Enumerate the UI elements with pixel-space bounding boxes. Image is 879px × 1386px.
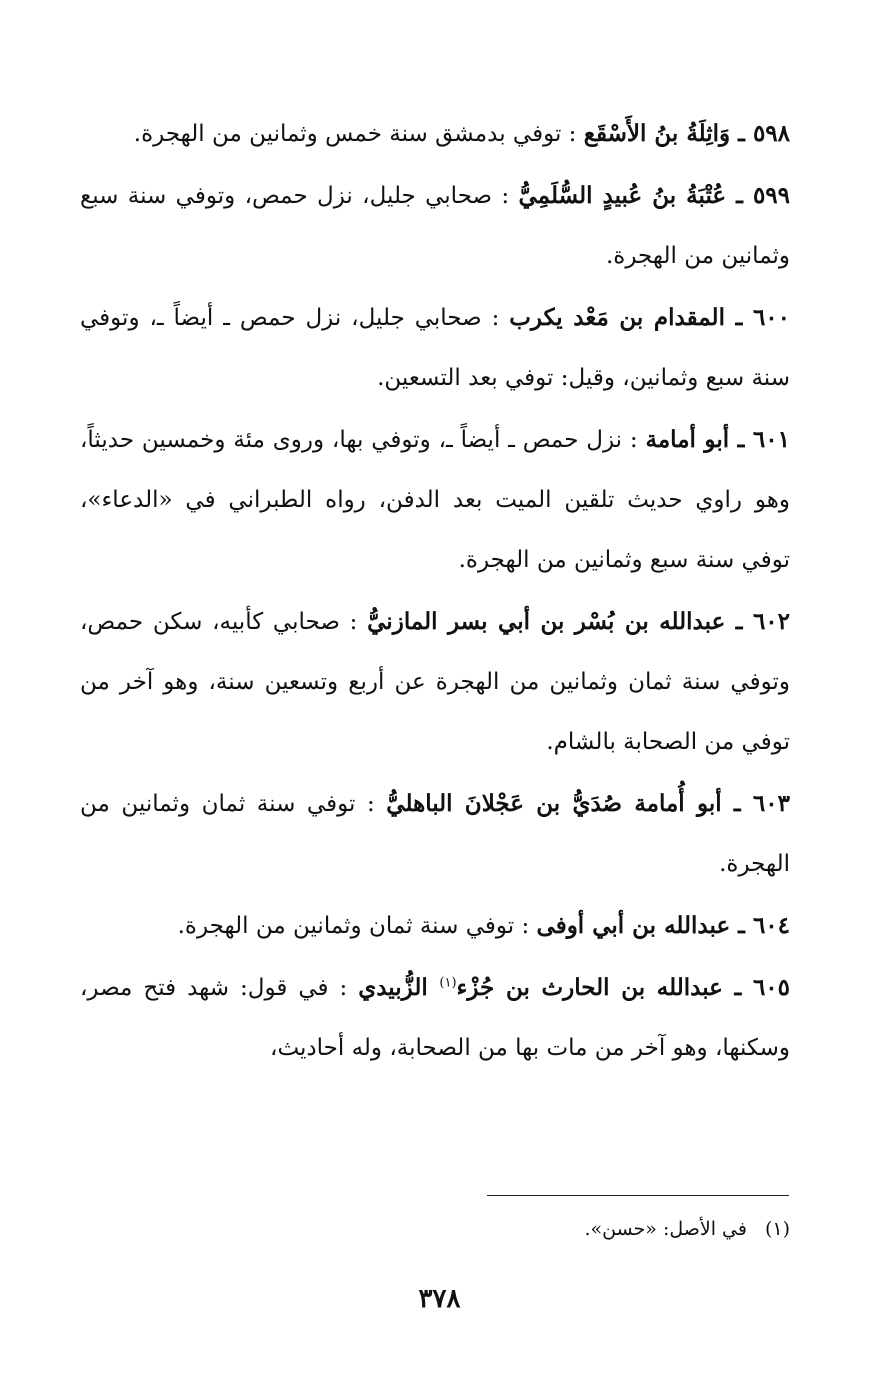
entry-text: : نزل حمص ـ أيضاً ـ، وتوفي بها، وروى مئة وخمسين حديثاً، وهو راوي حديث تلقين الميت بعد الدفن، رواه الطبراني في «الدعاء»، توفي سنة سبع وثمانين من الهجرة. (80, 427, 790, 573)
entry-text: : صحابي كأبيه، سكن حمص، وتوفي سنة ثمان وثمانين من الهجرة عن أربع وتسعين سنة، وهو آخر من توفي من الصحابة بالشام. (80, 609, 790, 755)
entry-604 (80, 896, 790, 956)
entry-name: عبدالله بن بُسْر بن أبي بسر المازنيُّ (367, 608, 726, 635)
entry-number: ٥٩٩ (752, 182, 790, 209)
entry-text: : في قول: شهد فتح مصر، وسكنها، وهو آخر من مات بها من الصحابة، وله أحاديث، (80, 975, 790, 1061)
entry-separator: ـ (729, 426, 753, 453)
main-text (80, 104, 790, 1080)
entry-name: وَاثِلَةُ بنُ الأَسْقَع (583, 120, 731, 147)
entry-separator: ـ (730, 912, 753, 939)
entry-text: : صحابي جليل، نزل حمص ـ أيضاً ـ، وتوفي سنة سبع وثمانين، وقيل: توفي بعد التسعين. (80, 305, 790, 391)
entry-separator: ـ (726, 182, 753, 209)
entry-598 (80, 104, 790, 164)
footnote-text: في الأصل: «حسن». (584, 1218, 747, 1240)
entry-605 (80, 958, 790, 1078)
entry-number: ٦٠٥ (752, 974, 791, 1001)
footnote-reference[interactable]: (١) (439, 975, 457, 991)
footnote-mark: (١) (764, 1218, 790, 1240)
entry-name: المقدام بن مَعْد يكرب (509, 304, 725, 331)
entry-name-continued: الزُّبيدي (358, 974, 440, 1001)
entry-name: عبدالله بن الحارث بن جُزْء (456, 974, 723, 1001)
entry-separator: ـ (721, 790, 753, 817)
entry-text: : توفي سنة ثمان وثمانين من الهجرة. (80, 791, 790, 877)
entry-number: ٦٠٤ (752, 912, 790, 939)
footnote-divider (487, 1195, 789, 1196)
entry-600 (80, 288, 790, 408)
entry-name: أبو أُمامة صُدَيُّ بن عَجْلانَ الباهليُّ (386, 790, 722, 817)
footnote (300, 1214, 790, 1244)
entry-603 (80, 774, 790, 894)
entry-text: : صحابي جليل، نزل حمص، وتوفي سنة سبع وثمانين من الهجرة. (80, 183, 790, 269)
entry-number: ٦٠٠ (752, 304, 790, 331)
entry-number: ٥٩٨ (752, 120, 790, 147)
entry-separator: ـ (722, 974, 753, 1001)
entry-name: عبدالله بن أبي أوفى (536, 912, 731, 939)
entry-text: : توفي سنة ثمان وثمانين من الهجرة. (177, 913, 530, 939)
entry-text: : توفي بدمشق سنة خمس وثمانين من الهجرة. (133, 121, 577, 147)
entry-number: ٦٠٣ (752, 790, 790, 817)
page-number: ٣٧٨ (418, 1284, 461, 1314)
entry-599 (80, 166, 790, 286)
entry-name: أبو أمامة (645, 426, 730, 453)
entry-separator: ـ (724, 304, 753, 331)
entry-separator: ـ (730, 120, 753, 147)
entry-name: عُتْبَةُ بنُ عُبيدٍ السُّلَمِيُّ (518, 182, 727, 209)
entry-602 (80, 592, 790, 772)
entry-601 (80, 410, 790, 590)
entry-number: ٦٠٢ (752, 608, 790, 635)
entry-number: ٦٠١ (752, 426, 790, 453)
entry-separator: ـ (725, 608, 753, 635)
